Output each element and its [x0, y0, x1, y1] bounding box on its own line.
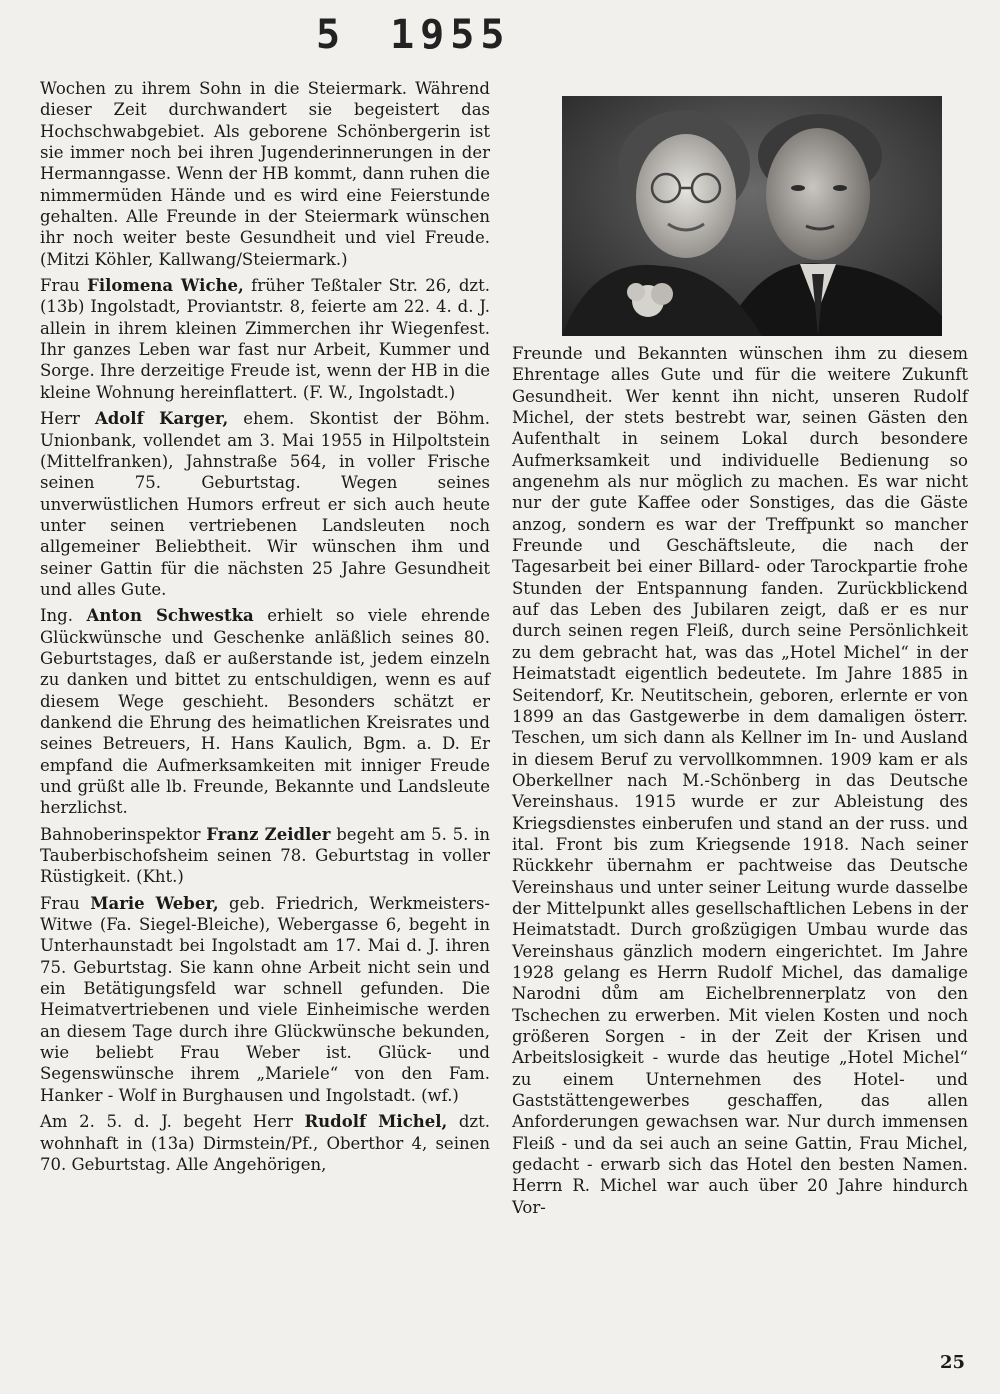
article-adolf-karger — [40, 408, 490, 600]
person-name: Marie Weber, — [90, 893, 219, 913]
article-marie-weber — [40, 893, 490, 1106]
right-column — [512, 343, 968, 1218]
article-prefix: Bahnoberinspektor — [40, 824, 207, 844]
article-rudolf-michel — [40, 1111, 490, 1175]
article-filomena-wiche — [40, 275, 490, 403]
article-continuation: Wochen zu ihrem Sohn in die Steiermark. Während dieser Zeit durchwandert sie begeistert das Hochschwabgebiet. Als geborene Schönbergerin ist sie immer noch bei ihren Jugenderinnerungen in der Hermanngasse. Wenn der HB kommt, dann ruhen die nimmermüden Hände und es wird eine Feierstunde gehalten. Alle Freunde in der Steiermark wünschen ihr noch weiter beste Gesundheit und viel Freude. (Mitzi Köhler, Kallwang/Steiermark.) — [40, 79, 490, 269]
article-text: früher Teßtaler Str. 26, dzt. (13b) Ingolstadt, Proviantstr. 8, feierte am 22. 4. d. J. allein in ihrem kleinen Zimmerchen ihr Wiegenfest. Ihr ganzes Leben war fast nur Arbeit, Kummer und Sorge. Ihre derzeitige Freude ist, wenn der HB in die kleine Wohnung hereinflattert. (F. W., Ingolstadt.) — [40, 276, 490, 402]
article-anton-schwestka — [40, 605, 490, 818]
article-text: dzt. wohnhaft in (13a) Dirmstein/Pf., Oberthor 4, seinen 70. Geburtstag. Alle Angehörigen, — [40, 1112, 490, 1174]
article-text: geb. Friedrich, Werkmeisters-Witwe (Fa. Siegel-Bleiche), Webergasse 6, begeht in Unterhaunstadt bei Ingolstadt am 17. Mai d. J. ihren 75. Geburtstag. Sie kann ohne Arbeit nicht sein und ein Betätigungsfeld war schnell gefunden. Die Heimatvertriebenen und viele Einheimische werden an diesem Tage durch ihre Glückwünsche bekunden, wie beliebt Frau Weber ist. Glück- und Segenswünsche ihrem „Mariele“ von den Fam. Hanker - Wolf in Burghausen und Ingolstadt. (wf.) — [40, 893, 490, 1105]
article-prefix: Ing. — [40, 606, 87, 626]
person-name: Adolf Karger, — [94, 409, 229, 429]
person-name: Filomena Wiche, — [87, 276, 244, 296]
person-name: Anton Schwestka — [86, 606, 254, 626]
left-column — [40, 78, 490, 1175]
article-prefix: Herr — [40, 409, 95, 429]
page-number: 25 — [940, 1352, 966, 1373]
issue-year: 1955 — [390, 12, 511, 58]
issue-header — [316, 12, 510, 58]
article-text: erhielt so viele ehrende Glückwünsche und Geschenke anläßlich seines 80. Geburtstages, daß er außerstande ist, jedem einzeln zu danken und bittet zu entschuldigen, wenn es auf diesem Wege geschieht. Besonders schätzt er dankend die Ehrung des heimatlichen Kreisrates und seines Betreuers, H. Hans Kaulich, Bgm. a. D. Er empfand die Aufmerksamkeiten mit inniger Freude und grüßt alle lb. Freunde, Bekannte und Landsleute herzlichst. — [40, 606, 490, 818]
article-text: begeht am 5. 5. in Tauberbischofsheim seinen 78. Geburtstag in voller Rüstigkeit. (Kht.) — [40, 824, 490, 887]
issue-number: 5 — [316, 12, 347, 58]
article-rudolf-michel-continued: Freunde und Bekannten wünschen ihm zu diesem Ehrentage alles Gute und für die weitere Zukunft Gesundheit. Wer kennt ihn nicht, unseren Rudolf Michel, der stets bestrebt war, seinen Gästen den Aufenthalt in seinem Lokal durch besondere Aufmerksamkeit und individuelle Bedienung so angenehm als nur möglich zu machen. Es war nicht nur der gute Kaffee oder Sonstiges, das die Gäste anzog, sondern es war der Treffpunkt so mancher Freunde und Geschäftsleute, die nach der Tagesarbeit bei einer Billard- oder Tarockpartie frohe Stunden der Entspannung fanden. Zurückblickend auf das Leben des Jubilaren zeigt, daß er es nur durch seinen regen Fleiß, durch seine Persönlichkeit zu dem gebracht hat, was das „Hotel Michel“ in der Heimatstadt eigentlich bedeutete. Im Jahre 1885 in Seitendorf, Kr. Neutitschein, geboren, erlernte er von 1899 an das Gastgewerbe in dem damaligen österr. Teschen, um sich dann als Kellner im In- und Ausland in diesem Beruf zu vervollkommnen. 1909 kam er als Oberkellner nach M.-Schönberg in das Deutsche Vereinshaus. 1915 wurde er zur Ableistung des Kriegsdienstes einberufen und stand an der russ. und ital. Front bis zum Kriegsende 1918. Nach seiner Rückkehr übernahm er pachtweise das Deutsche Vereinshaus und unter seiner Leitung wurde dasselbe der Mittelpunkt alles gesellschaftlichen Lebens in der Heimatstadt. Durch großzügigen Umbau wurde das Vereinshaus gänzlich modern eingerichtet. Im Jahre 1928 gelang es Herrn Rudolf Michel, das damalige Narodni dům am Eichelbrennerplatz von den Tschechen zu erwerben. Mit vielen Kosten und noch größeren Sorgen - in der Zeit der Krisen und Arbeitslosigkeit - wurde das heutige „Hotel Michel“ zu einem Unternehmen des Hotel- und Gaststättengewerbes geschaffen, das allen Anforderungen gewachsen war. Nur durch immensen Fleiß - und da sei auch an seine Gattin, Frau Michel, gedacht - erwarb sich das Hotel den besten Namen. Herrn R. Michel war auch über 20 Jahre hindurch Vor- — [512, 344, 968, 1217]
person-name: Franz Zeidler — [206, 824, 331, 844]
article-text: ehem. Skontist der Böhm. Unionbank, vollendet am 3. Mai 1955 in Hilpoltstein (Mittelfranken), Jahnstraße 564, in voller Frische seinen 75. Geburtstag. Wegen seines unverwüstlichen Humors erfreut er sich auch heute unter seinen vertriebenen Landsleuten noch allgemeiner Beliebtheit. Wir wünschen ihm und seiner Gattin für die nächsten 25 Jahre Gesundheit und alles Gute. — [40, 409, 490, 599]
article-prefix: Am 2. 5. d. J. begeht Herr — [40, 1112, 305, 1132]
article-prefix: Frau — [40, 276, 88, 296]
article-prefix: Frau — [40, 893, 91, 913]
person-name: Rudolf Michel, — [304, 1112, 448, 1132]
portrait-image — [562, 96, 942, 336]
article-franz-zeidler — [40, 824, 490, 888]
couple-portrait-photo — [562, 96, 942, 336]
